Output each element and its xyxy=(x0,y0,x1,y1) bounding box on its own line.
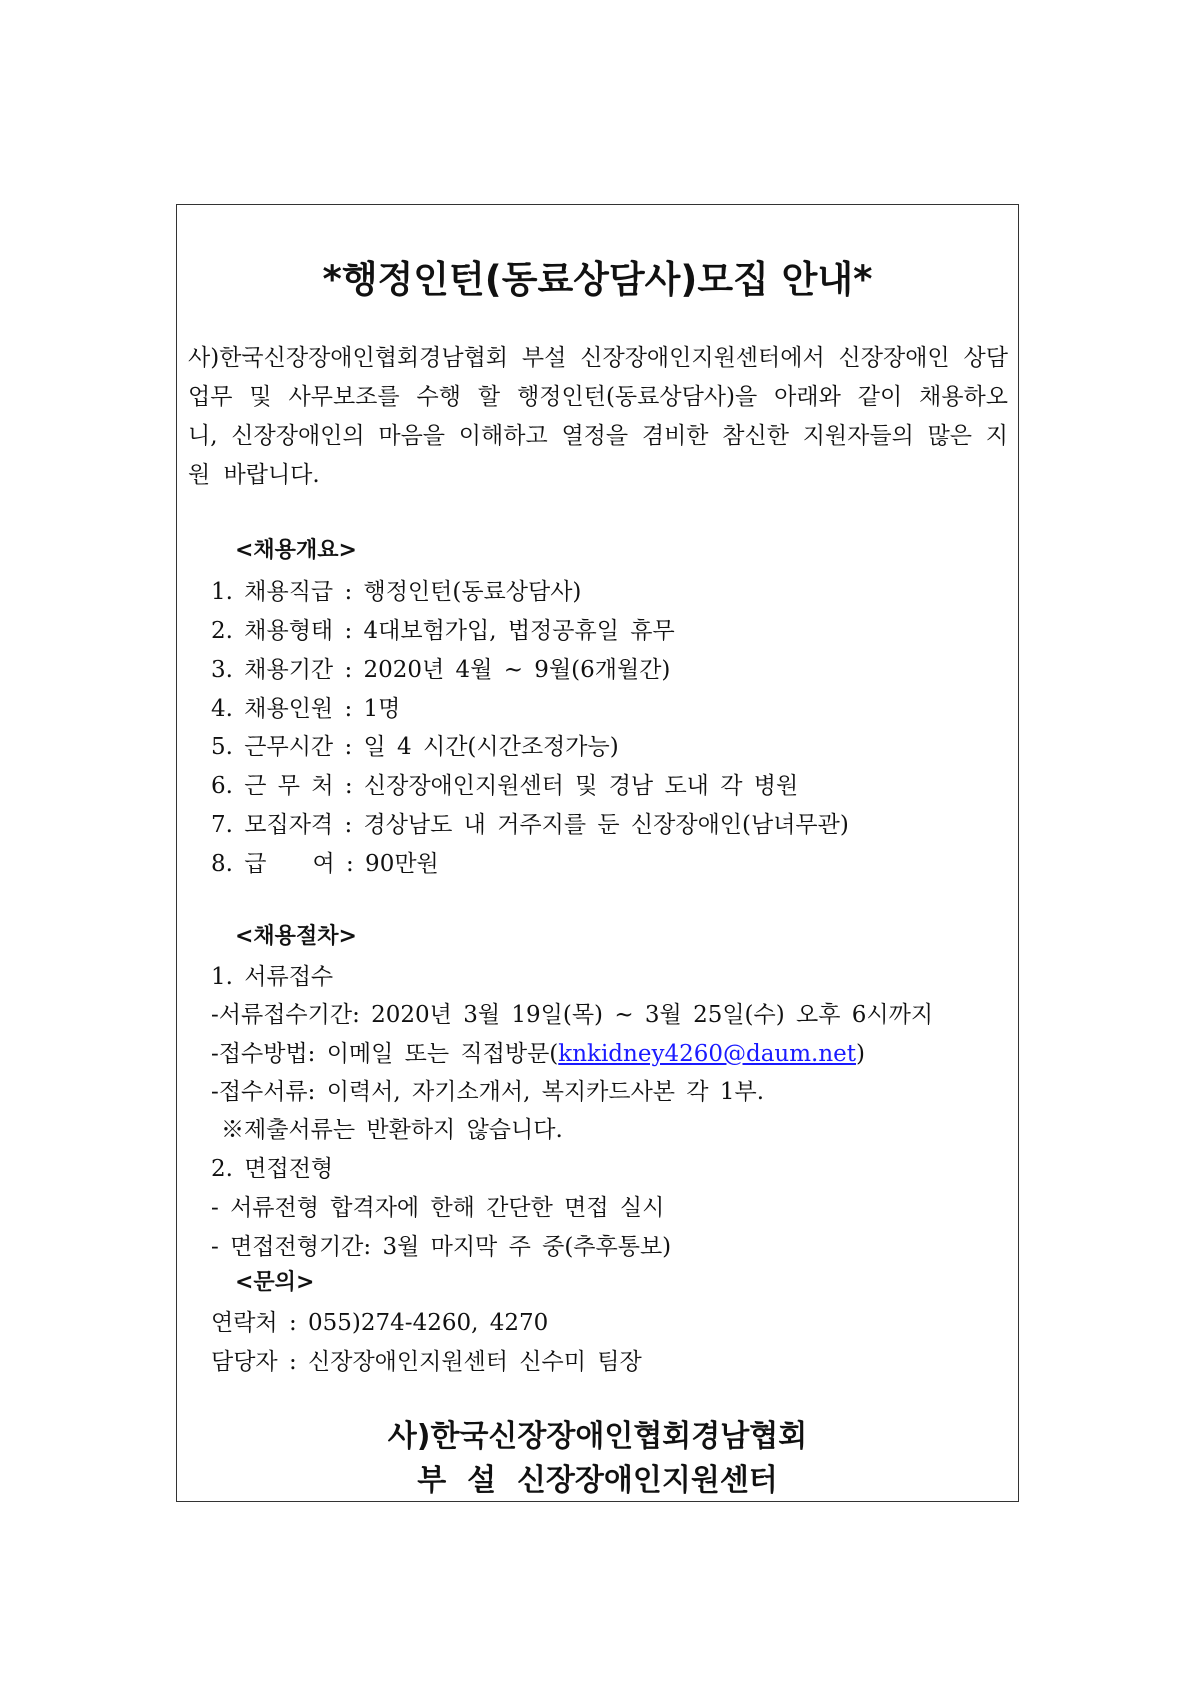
notice-box xyxy=(176,204,1019,1502)
overview-item: 7. 모집자격 : 경상남도 내 거주지를 둔 신장장애인(남녀무관) xyxy=(211,812,849,838)
procedure-step-documents: 1. 서류접수 xyxy=(211,964,334,990)
overview-item: 1. 채용직급 : 행정인턴(동료상담사) xyxy=(211,579,582,605)
inquiry-heading: <문의> xyxy=(235,1270,315,1295)
overview-item: 4. 채용인원 : 1명 xyxy=(211,696,401,722)
overview-item: 8. 급 여 : 90만원 xyxy=(211,851,439,877)
contact-phone: 연락처 : 055)274-4260, 4270 xyxy=(211,1310,549,1336)
interview-period: - 면접전형기간: 3월 마지막 주 중(추후통보) xyxy=(211,1234,672,1260)
overview-item: 3. 채용기간 : 2020년 4월 ~ 9월(6개월간) xyxy=(211,657,671,683)
overview-item: 5. 근무시간 : 일 4 시간(시간조정가능) xyxy=(211,734,619,760)
contact-manager: 담당자 : 신장장애인지원센터 신수미 팀장 xyxy=(211,1349,642,1375)
overview-item: 6. 근 무 처 : 신장장애인지원센터 및 경남 도내 각 병원 xyxy=(211,773,799,799)
email-link[interactable]: knkidney4260@daum.net xyxy=(558,1041,857,1067)
overview-heading: <채용개요> xyxy=(235,538,357,563)
procedure-step-interview: 2. 면접전형 xyxy=(211,1156,334,1182)
document-period: -서류접수기간: 2020년 3월 19일(목) ~ 3월 25일(수) 오후 6시까지 xyxy=(211,1002,934,1028)
return-note: ※제출서류는 반환하지 않습니다. xyxy=(221,1117,563,1143)
organization-name: 사)한국신장장애인협회경남협회 xyxy=(387,1419,808,1454)
procedure-heading: <채용절차> xyxy=(235,924,357,949)
method-prefix: -접수방법: 이메일 또는 직접방문( xyxy=(211,1041,559,1067)
interview-detail: - 서류전형 합격자에 한해 간단한 면접 실시 xyxy=(211,1195,665,1221)
page-title: *행정인턴(동료상담사)모집 안내* xyxy=(322,258,873,301)
overview-item: 2. 채용형태 : 4대보험가입, 법정공휴일 휴무 xyxy=(211,618,675,644)
intro-paragraph: 사)한국신장장애인협회경남협회 부설 신장장애인지원센터에서 신장장애인 상담업무 및 사무보조를 수행 할 행정인턴(동료상담사)을 아래와 같이 채용하오니, 신장장애인의 마음을 이해하고 열정을 겸비한 참신한 지원자들의 많은 지원 바랍니다. xyxy=(188,345,1008,488)
method-suffix: ) xyxy=(856,1041,866,1067)
center-name: 부 설 신장장애인지원센터 xyxy=(417,1463,778,1498)
application-method xyxy=(211,1035,865,1068)
required-documents: -접수서류: 이력서, 자기소개서, 복지카드사본 각 1부. xyxy=(211,1079,765,1105)
